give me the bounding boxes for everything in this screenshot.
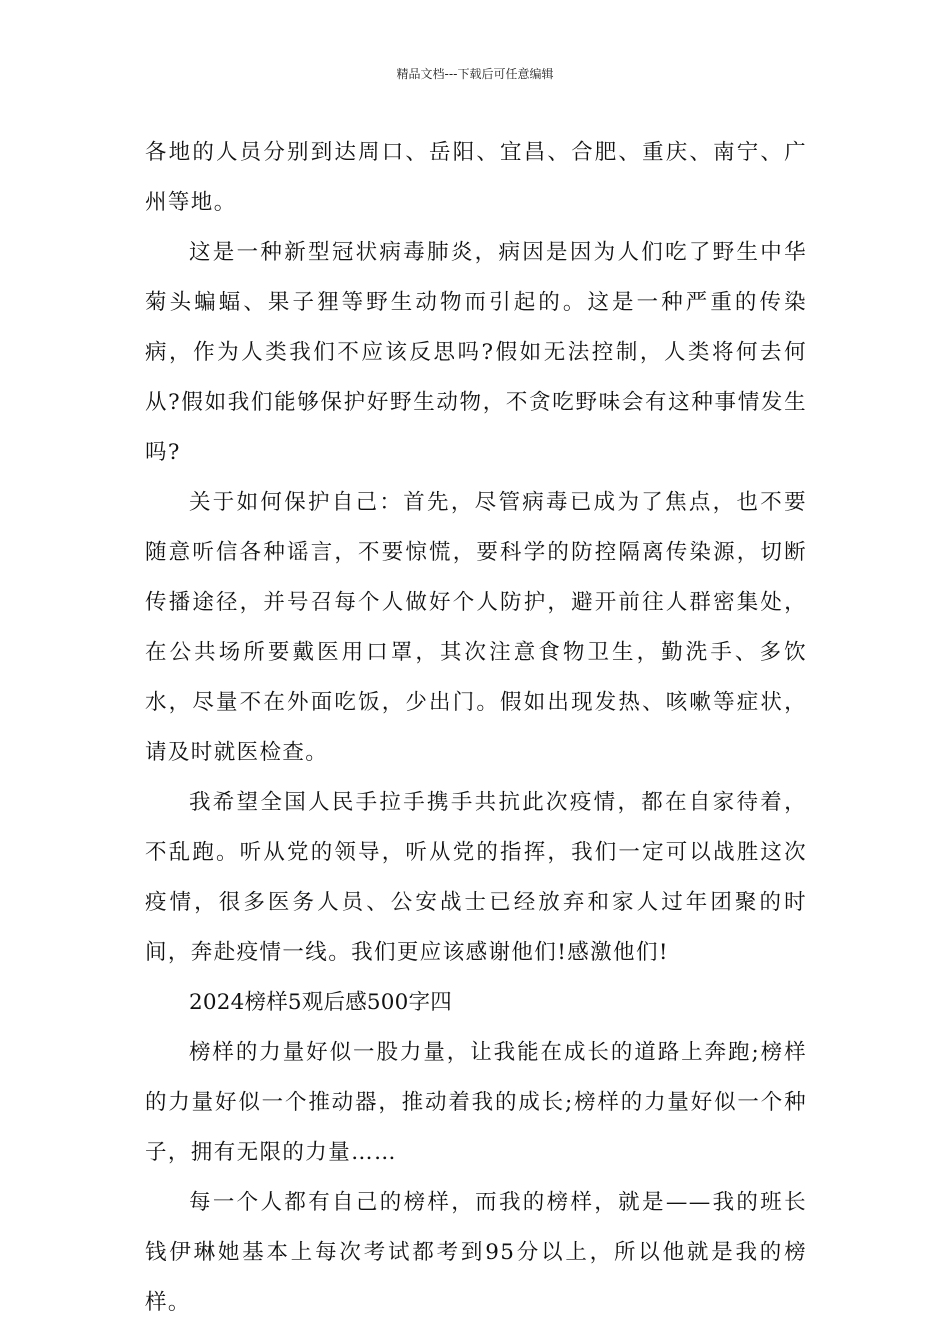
paragraph-role-model-power: 榜样的力量好似一股力量，让我能在成长的道路上奔跑;榜样的力量好似一个推动器，推动着我的成长;榜样的力量好似一个种子，拥有无限的力量…… — [145, 1040, 807, 1165]
section-heading: 2024榜样5观后感500字四 — [189, 990, 452, 1015]
paragraph-national-hope: 我希望全国人民手拉手携手共抗此次疫情，都在自家待着，不乱跑。听从党的领导，听从党的指挥，我们一定可以战胜这次疫情，很多医务人员、公安战士已经放弃和家人过年团聚的时间，奔赴疫情一线。我们更应该感谢他们!感激他们! — [145, 790, 807, 965]
paragraph-self-protection: 关于如何保护自己：首先，尽管病毒已成为了焦点，也不要随意听信各种谣言，不要惊慌，要科学的防控隔离传染源，切断传播途径，并号召每个人做好个人防护，避开前往人群密集处，在公共场所要戴医用口罩，其次注意食物卫生，勤洗手、多饮水，尽量不在外面吃饭，少出门。假如出现发热、咳嗽等症状，请及时就医检查。 — [145, 490, 807, 765]
document-body — [145, 128, 807, 1328]
paragraph-virus-reflection: 这是一种新型冠状病毒肺炎，病因是因为人们吃了野生中华菊头蝙蝠、果子狸等野生动物而引起的。这是一种严重的传染病，作为人类我们不应该反思吗?假如无法控制，人类将何去何从?假如我们能够保护好野生动物，不贪吃野味会有这种事情发生吗? — [145, 240, 807, 465]
paragraph-my-role-model: 每一个人都有自己的榜样，而我的榜样，就是——我的班长钱伊琳她基本上每次考试都考到95分以上，所以他就是我的榜样。 — [145, 1190, 807, 1315]
paragraph-continued: 各地的人员分别到达周口、岳阳、宜昌、合肥、重庆、南宁、广州等地。 — [145, 140, 807, 215]
page-header: 精品文档---下载后可任意编辑 — [396, 67, 554, 81]
